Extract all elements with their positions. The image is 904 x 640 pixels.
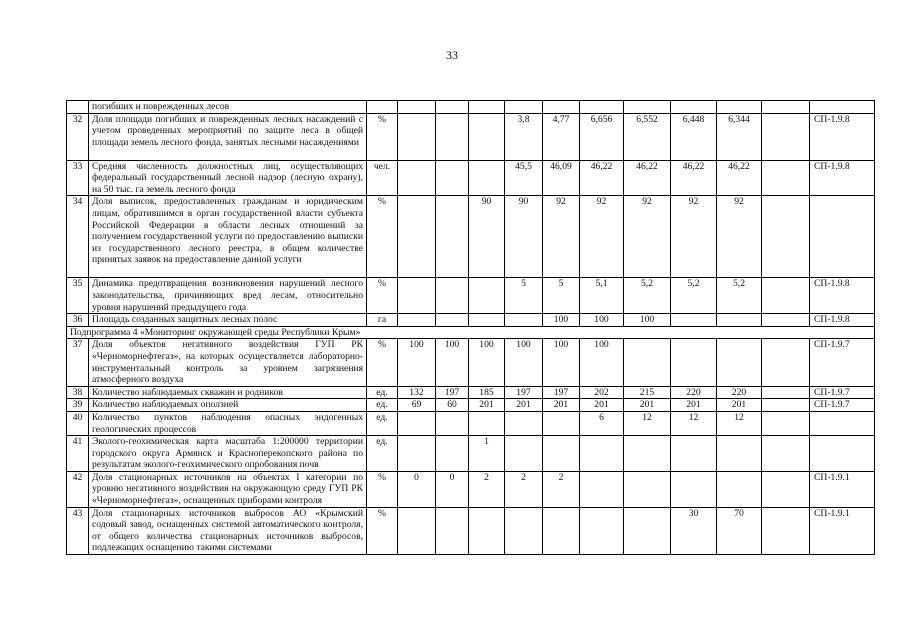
value-cell [762, 314, 810, 327]
row-number: 36 [67, 314, 89, 327]
value-cell: 100 [543, 339, 580, 386]
value-cell [469, 507, 505, 554]
indicator-description: Динамика предотвращения возникновения нарушений лесного законодательства, причиняющих вред лесам, относительно уровня нарушений предыдущего года [89, 278, 367, 314]
value-cell [436, 113, 469, 160]
value-cell: 5,2 [671, 278, 717, 314]
value-cell [717, 314, 762, 327]
value-cell: 92 [624, 196, 671, 278]
value-cell: 201 [580, 399, 624, 412]
value-cell [717, 101, 762, 114]
value-cell [436, 101, 469, 114]
value-cell [580, 507, 624, 554]
value-cell [671, 471, 717, 507]
program-code: СП-1.9.7 [810, 399, 875, 412]
unit-cell: ед. [367, 436, 398, 472]
value-cell: 201 [469, 399, 505, 412]
unit-cell: чел. [367, 160, 398, 196]
value-cell [762, 399, 810, 412]
program-code: СП-1.9.8 [810, 278, 875, 314]
value-cell [717, 436, 762, 472]
value-cell: 185 [469, 386, 505, 399]
value-cell [398, 160, 436, 196]
indicator-description: погибших и поврежденных лесов [89, 101, 367, 114]
value-cell [436, 507, 469, 554]
value-cell [398, 411, 436, 435]
subprogram-heading: Подпрограмма 4 «Мониторинг окружающей среды Республики Крым» [67, 326, 875, 339]
table-row [67, 386, 875, 399]
value-cell: 60 [436, 399, 469, 412]
value-cell [762, 278, 810, 314]
value-cell: 0 [436, 471, 469, 507]
row-number: 42 [67, 471, 89, 507]
value-cell: 46,22 [717, 160, 762, 196]
value-cell: 12 [671, 411, 717, 435]
value-cell: 5,2 [717, 278, 762, 314]
indicator-description: Средняя численность должностных лиц, осуществляющих федеральный государственный лесной надзор (лесную охрану), на 50 тыс. га земель лесного фонда [89, 160, 367, 196]
value-cell [762, 113, 810, 160]
value-cell: 197 [505, 386, 543, 399]
indicator-description: Доля выписок, предоставленных гражданам и юридическим лицам, обратившимся в орган государственной власти субъекта Российской Федерации в области лесных отношений за получением государственной услуги по предоставлению выписки из государственного лесного реестра, в общем количестве принятых заявок на предоставление данной услуги [89, 196, 367, 278]
value-cell [469, 411, 505, 435]
unit-cell: % [367, 471, 398, 507]
value-cell [398, 113, 436, 160]
value-cell [762, 386, 810, 399]
value-cell: 90 [505, 196, 543, 278]
value-cell: 5 [505, 278, 543, 314]
value-cell: 46,22 [624, 160, 671, 196]
value-cell [436, 314, 469, 327]
value-cell [624, 339, 671, 386]
program-code [810, 101, 875, 114]
unit-cell: % [367, 196, 398, 278]
value-cell: 201 [717, 399, 762, 412]
indicator-description: Доля объектов негативного воздействия ГУП РК «Черноморнефтегаз», на которых осуществляется лабораторно-инструментальный контроль за уровнем загрязнения атмосферного воздуха [89, 339, 367, 386]
value-cell: 6,552 [624, 113, 671, 160]
value-cell: 6 [580, 411, 624, 435]
indicator-description: Доля стационарных источников выбросов АО «Крымский содовый завод, оснащенных системой автоматического контроля, от общего количества стационарных источников выбросов, подлежащих оснащению такими системами [89, 507, 367, 554]
unit-cell: % [367, 113, 398, 160]
value-cell: 12 [717, 411, 762, 435]
value-cell: 220 [717, 386, 762, 399]
program-code [810, 196, 875, 278]
value-cell: 132 [398, 386, 436, 399]
row-number [67, 101, 89, 114]
row-number: 43 [67, 507, 89, 554]
value-cell: 215 [624, 386, 671, 399]
value-cell: 92 [717, 196, 762, 278]
value-cell [543, 101, 580, 114]
unit-cell: % [367, 507, 398, 554]
value-cell [436, 411, 469, 435]
value-cell: 12 [624, 411, 671, 435]
value-cell [469, 314, 505, 327]
table-row [67, 113, 875, 160]
subprogram-heading-row [67, 326, 875, 339]
value-cell [762, 196, 810, 278]
table-row [67, 399, 875, 412]
table-row [67, 507, 875, 554]
value-cell [436, 196, 469, 278]
indicator-description: Количество наблюдаемых скважин и родников [89, 386, 367, 399]
value-cell [436, 278, 469, 314]
value-cell: 4,77 [543, 113, 580, 160]
table-row [67, 196, 875, 278]
value-cell: 70 [717, 507, 762, 554]
value-cell: 201 [671, 399, 717, 412]
value-cell [398, 101, 436, 114]
value-cell [624, 507, 671, 554]
value-cell: 69 [398, 399, 436, 412]
value-cell [543, 411, 580, 435]
row-number: 38 [67, 386, 89, 399]
value-cell: 90 [469, 196, 505, 278]
value-cell [505, 507, 543, 554]
value-cell [505, 411, 543, 435]
row-number: 37 [67, 339, 89, 386]
indicators-table-wrap [66, 100, 875, 555]
value-cell [543, 507, 580, 554]
program-code: СП-1.9.7 [810, 339, 875, 386]
value-cell: 5,2 [624, 278, 671, 314]
unit-cell [367, 101, 398, 114]
row-number: 41 [67, 436, 89, 472]
table-row [67, 411, 875, 435]
value-cell [671, 314, 717, 327]
value-cell: 100 [580, 339, 624, 386]
value-cell [543, 436, 580, 472]
indicator-description: Доля площади погибших и поврежденных лесных насаждений с учетом проведенных мероприятий по защите леса в общей площади земель лесного фонда, занятых лесными насаждениями [89, 113, 367, 160]
value-cell: 46,09 [543, 160, 580, 196]
program-code: СП-1.9.8 [810, 160, 875, 196]
value-cell [717, 471, 762, 507]
value-cell: 92 [543, 196, 580, 278]
value-cell [762, 507, 810, 554]
value-cell: 2 [505, 471, 543, 507]
value-cell: 201 [505, 399, 543, 412]
row-number: 32 [67, 113, 89, 160]
value-cell [398, 507, 436, 554]
indicator-description: Доля стационарных источников на объектах I категории по уровню негативного воздействия на окружающую среду ГУП РК «Черноморнефтегаз», оснащенных приборами контроля [89, 471, 367, 507]
value-cell: 5 [543, 278, 580, 314]
program-code: СП-1.9.8 [810, 113, 875, 160]
value-cell [469, 113, 505, 160]
program-code: СП-1.9.8 [810, 314, 875, 327]
value-cell [580, 436, 624, 472]
value-cell: 46,22 [671, 160, 717, 196]
program-code: СП-1.9.1 [810, 507, 875, 554]
value-cell [624, 101, 671, 114]
value-cell: 100 [624, 314, 671, 327]
value-cell [624, 436, 671, 472]
value-cell: 201 [624, 399, 671, 412]
value-cell: 100 [505, 339, 543, 386]
row-number: 34 [67, 196, 89, 278]
value-cell [436, 436, 469, 472]
table-row [67, 436, 875, 472]
value-cell: 201 [543, 399, 580, 412]
value-cell: 6,344 [717, 113, 762, 160]
program-code [810, 411, 875, 435]
unit-cell: % [367, 278, 398, 314]
value-cell: 100 [543, 314, 580, 327]
value-cell [762, 411, 810, 435]
program-code [810, 436, 875, 472]
value-cell [671, 436, 717, 472]
value-cell [398, 196, 436, 278]
table-row [67, 101, 875, 114]
unit-cell: ед. [367, 411, 398, 435]
value-cell: 197 [543, 386, 580, 399]
value-cell [762, 160, 810, 196]
program-code: СП-1.9.7 [810, 386, 875, 399]
table-row [67, 471, 875, 507]
value-cell: 2 [469, 471, 505, 507]
value-cell: 197 [436, 386, 469, 399]
value-cell: 100 [469, 339, 505, 386]
value-cell: 202 [580, 386, 624, 399]
value-cell: 2 [543, 471, 580, 507]
value-cell [505, 101, 543, 114]
value-cell: 100 [436, 339, 469, 386]
value-cell: 92 [671, 196, 717, 278]
value-cell: 6,656 [580, 113, 624, 160]
value-cell: 30 [671, 507, 717, 554]
unit-cell: га [367, 314, 398, 327]
value-cell: 3,8 [505, 113, 543, 160]
value-cell [762, 471, 810, 507]
table-row [67, 278, 875, 314]
value-cell: 5,1 [580, 278, 624, 314]
value-cell [580, 471, 624, 507]
value-cell [505, 436, 543, 472]
value-cell [671, 339, 717, 386]
value-cell: 0 [398, 471, 436, 507]
row-number: 33 [67, 160, 89, 196]
page-number: 33 [446, 48, 458, 62]
value-cell: 100 [398, 339, 436, 386]
table-row [67, 160, 875, 196]
value-cell [580, 101, 624, 114]
value-cell [469, 278, 505, 314]
value-cell [398, 314, 436, 327]
indicators-table [66, 100, 875, 555]
value-cell [717, 339, 762, 386]
value-cell [762, 339, 810, 386]
unit-cell: % [367, 339, 398, 386]
value-cell [398, 436, 436, 472]
value-cell: 220 [671, 386, 717, 399]
value-cell [469, 160, 505, 196]
table-row [67, 339, 875, 386]
indicator-description: Площадь созданных защитных лесных полос [89, 314, 367, 327]
value-cell: 100 [580, 314, 624, 327]
value-cell [762, 436, 810, 472]
value-cell [436, 160, 469, 196]
unit-cell: ед. [367, 399, 398, 412]
indicator-description: Количество пунктов наблюдения опасных эндогенных геологических процессов [89, 411, 367, 435]
value-cell: 46,22 [580, 160, 624, 196]
value-cell: 45,5 [505, 160, 543, 196]
value-cell: 1 [469, 436, 505, 472]
row-number: 35 [67, 278, 89, 314]
unit-cell: ед. [367, 386, 398, 399]
value-cell [505, 314, 543, 327]
value-cell [762, 101, 810, 114]
value-cell: 92 [580, 196, 624, 278]
value-cell [469, 101, 505, 114]
row-number: 39 [67, 399, 89, 412]
value-cell: 6,448 [671, 113, 717, 160]
table-row [67, 314, 875, 327]
value-cell [624, 471, 671, 507]
row-number: 40 [67, 411, 89, 435]
indicator-description: Эколого-геохимическая карта масштаба 1:200000 территории городского округа Армянск и Красноперекопского района по результатам эколого-геохимического опробования почв [89, 436, 367, 472]
value-cell [671, 101, 717, 114]
value-cell [398, 278, 436, 314]
program-code: СП-1.9.1 [810, 471, 875, 507]
indicator-description: Количество наблюдаемых оползней [89, 399, 367, 412]
